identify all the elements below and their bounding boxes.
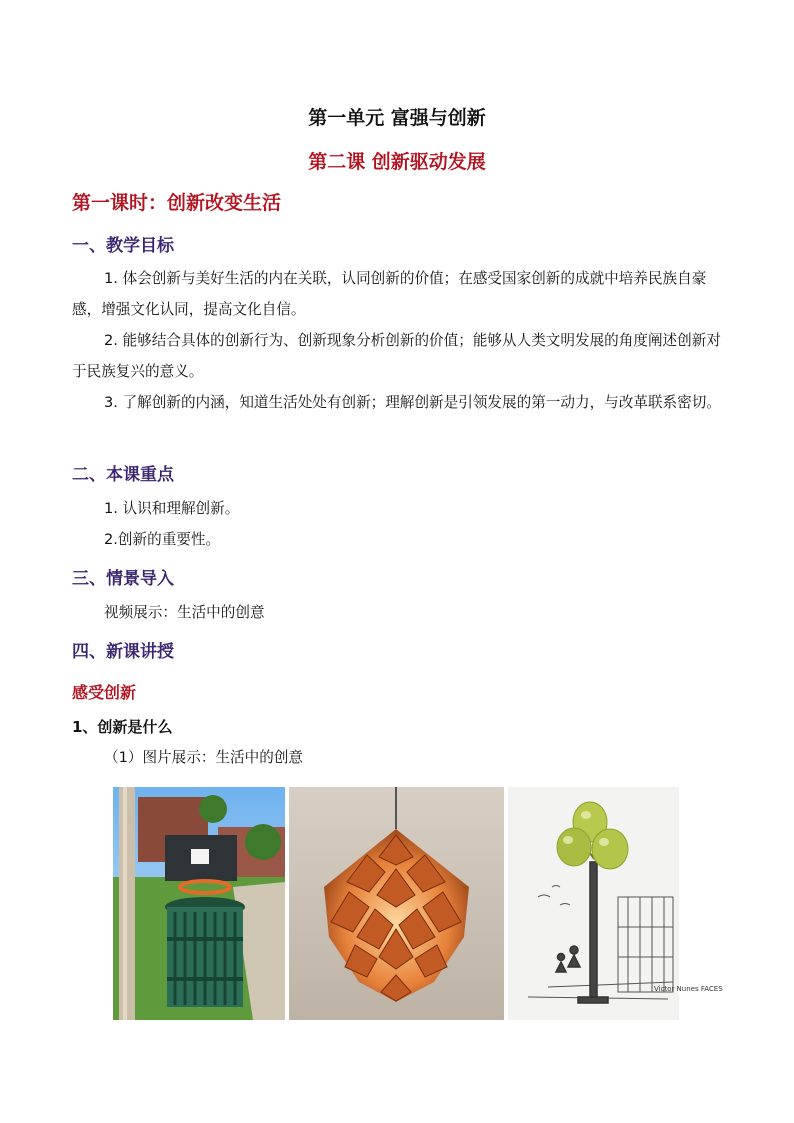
sketch-signature: Victor Nunes FACES xyxy=(654,985,723,993)
goals-list xyxy=(72,263,724,418)
photo-pinecone-lamp xyxy=(289,787,504,1020)
photo-grape-lamp-sketch xyxy=(508,787,723,1020)
key-point-2: 2.创新的重要性。 xyxy=(104,531,221,548)
creative-photos-svg xyxy=(113,787,723,1020)
goal-item-1: 1. 体会创新与美好生活的内在关联，认同创新的价值；在感受国家创新的成就中培养民族自豪感，增强文化认同，提高文化自信。 xyxy=(72,270,707,318)
lesson-title: 第二课 创新驱动发展 xyxy=(308,151,486,173)
picture-caption: （1）图片展示：生活中的创意 xyxy=(104,749,304,766)
intro-heading: 三、情景导入 xyxy=(72,569,174,589)
goals-heading: 一、教学目标 xyxy=(72,236,174,256)
intro-text: 视频展示：生活中的创意 xyxy=(104,604,265,621)
goal-item-3: 3. 了解创新的内涵，知道生活处处有创新；理解创新是引领发展的第一动力，与改革联系密切。 xyxy=(104,394,721,411)
unit-title: 第一单元 富强与创新 xyxy=(308,107,486,129)
new-lesson-heading: 四、新课讲授 xyxy=(72,642,174,662)
key-point-1: 1. 认识和理解创新。 xyxy=(104,500,240,517)
photo-basketball-trash-can xyxy=(113,787,285,1020)
feel-innovation-heading: 感受创新 xyxy=(72,683,137,702)
what-is-innovation-heading: 1、创新是什么 xyxy=(72,718,173,736)
period-title: 第一课时：创新改变生活 xyxy=(72,192,282,214)
goal-item-2: 2. 能够结合具体的创新行为、创新现象分析创新的价值；能够从人类文明发展的角度阐述创新对于民族复兴的意义。 xyxy=(72,332,721,380)
creative-photos-strip xyxy=(113,787,723,1020)
key-points-heading: 二、本课重点 xyxy=(72,465,174,485)
